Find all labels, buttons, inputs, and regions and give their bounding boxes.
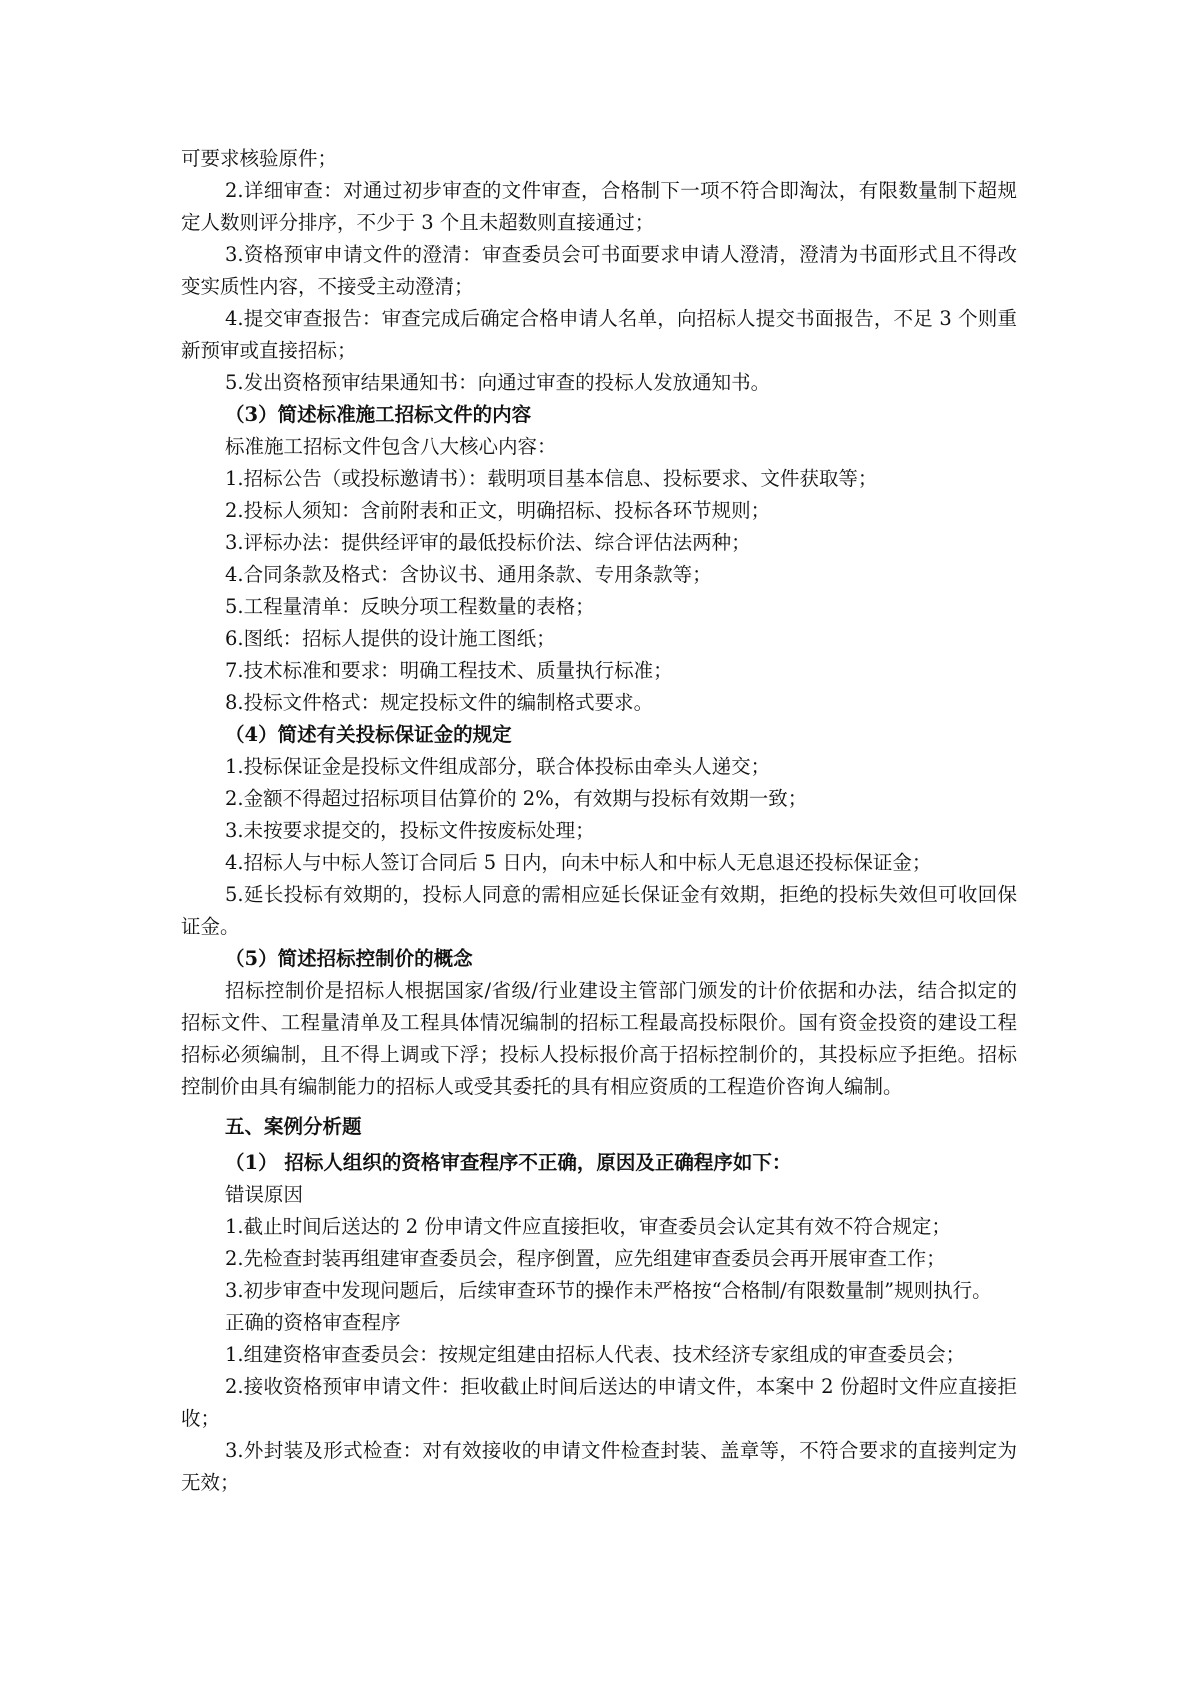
list-item: 5.工程量清单：反映分项工程数量的表格； <box>225 595 595 618</box>
list-item: 1.截止时间后送达的 2 份申请文件应直接拒收，审查委员会认定其有效不符合规定； <box>225 1215 951 1238</box>
list-item: 4.招标人与中标人签订合同后 5 日内，向未中标人和中标人无息退还投标保证金； <box>225 851 932 874</box>
paragraph: 4.提交审查报告：审查完成后确定合格申请人名单，向招标人提交书面报告，不足 3 个则重新预审或直接招标； <box>181 307 1017 362</box>
list-item: 8.投标文件格式：规定投标文件的编制格式要求。 <box>225 691 654 714</box>
subheading: （1） 招标人组织的资格审查程序不正确，原因及正确程序如下： <box>225 1151 792 1174</box>
list-item: 3.初步审查中发现问题后，后续审查环节的操作未严格按“合格制/有限数量制”规则执行。 <box>225 1279 992 1302</box>
list-item: 2.投标人须知：含前附表和正文，明确招标、投标各环节规则； <box>225 499 771 522</box>
document-body <box>181 143 1017 1499</box>
list-item: 3.评标办法：提供经评审的最低投标价法、综合评估法两种； <box>225 531 751 554</box>
list-item: 3.外封装及形式检查：对有效接收的申请文件检查封装、盖章等，不符合要求的直接判定为无效； <box>181 1439 1017 1494</box>
subheading: （3）简述标准施工招标文件的内容 <box>225 403 532 426</box>
list-item: 1.招标公告（或投标邀请书）：载明项目基本信息、投标要求、文件获取等； <box>225 467 878 490</box>
list-item: 1.组建资格审查委员会：按规定组建由招标人代表、技术经济专家组成的审查委员会； <box>225 1343 966 1366</box>
paragraph: 可要求核验原件； <box>181 147 338 170</box>
paragraph: 正确的资格审查程序 <box>225 1311 401 1334</box>
paragraph: 3.资格预审申请文件的澄清：审查委员会可书面要求申请人澄清，澄清为书面形式且不得改变实质性内容，不接受主动澄清； <box>181 243 1017 298</box>
paragraph: 2.详细审查：对通过初步审查的文件审查，合格制下一项不符合即淘汰，有限数量制下超规定人数则评分排序，不少于 3 个且未超数则直接通过； <box>181 179 1017 234</box>
list-item: 2.接收资格预审申请文件：拒收截止时间后送达的申请文件，本案中 2 份超时文件应直接拒收； <box>181 1375 1017 1430</box>
section-heading: 五、案例分析题 <box>225 1115 362 1138</box>
paragraph: 标准施工招标文件包含八大核心内容： <box>225 435 557 458</box>
list-item: 2.先检查封装再组建审查委员会，程序倒置，应先组建审查委员会再开展审查工作； <box>225 1247 946 1270</box>
list-item: 5.延长投标有效期的，投标人同意的需相应延长保证金有效期，拒绝的投标失效但可收回保证金。 <box>181 883 1017 938</box>
paragraph: 错误原因 <box>225 1183 304 1206</box>
list-item: 1.投标保证金是投标文件组成部分，联合体投标由牵头人递交； <box>225 755 771 778</box>
subheading: （5）简述招标控制价的概念 <box>225 947 473 970</box>
list-item: 4.合同条款及格式：含协议书、通用条款、专用条款等； <box>225 563 712 586</box>
paragraph: 5.发出资格预审结果通知书：向通过审查的投标人发放通知书。 <box>225 371 771 394</box>
list-item: 7.技术标准和要求：明确工程技术、质量执行标准； <box>225 659 673 682</box>
list-item: 6.图纸：招标人提供的设计施工图纸； <box>225 627 556 650</box>
list-item: 2.金额不得超过招标项目估算价的 2%，有效期与投标有效期一致； <box>225 787 808 810</box>
list-item: 3.未按要求提交的，投标文件按废标处理； <box>225 819 595 842</box>
subheading: （4）简述有关投标保证金的规定 <box>225 723 512 746</box>
paragraph: 招标控制价是招标人根据国家/省级/行业建设主管部门颁发的计价依据和办法，结合拟定的招标文件、工程量清单及工程具体情况编制的招标工程最高投标限价。国有资金投资的建设工程招标必须编制，且不得上调或下浮；投标人投标报价高于招标控制价的，其投标应予拒绝。招标控制价由具有编制能力的招标人或受其委托的具有相应资质的工程造价咨询人编制。 <box>181 979 1017 1098</box>
